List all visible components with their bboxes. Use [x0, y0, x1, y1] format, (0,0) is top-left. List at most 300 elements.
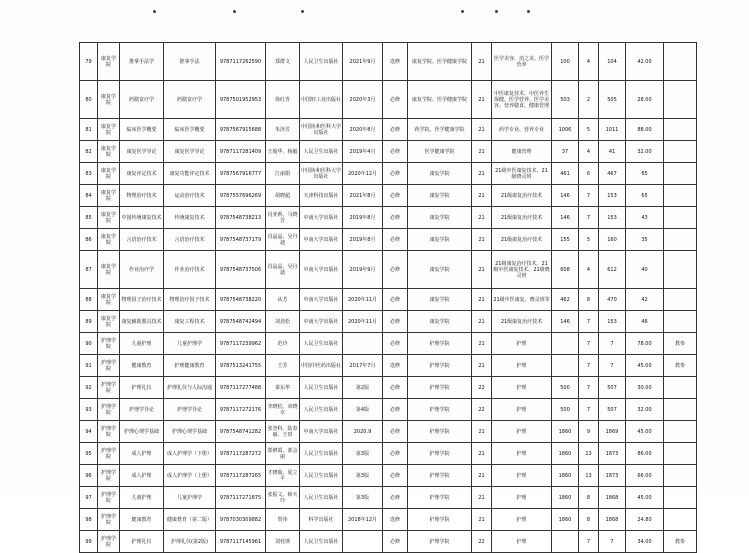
cell-n1: 37 — [552, 141, 579, 163]
table-row — [80, 443, 697, 465]
cell-note — [664, 509, 697, 531]
cell-publisher: 中国中医药出版社 — [300, 355, 343, 377]
cell-unit: 康复学院 — [408, 207, 472, 229]
cell-book: 儿童护理学 — [164, 333, 216, 355]
cell-n2: 7 — [579, 355, 599, 377]
cell-college: 康复学院 — [98, 81, 120, 119]
cell-n2: 4 — [579, 43, 599, 81]
cell-major: 21级康复治疗技术 — [492, 229, 552, 251]
cell-n2: 2 — [579, 81, 599, 119]
cell-publisher: 天津科技出版社 — [300, 185, 343, 207]
cell-stu: 21 — [472, 289, 492, 311]
cell-date: 第3版 — [343, 443, 383, 465]
cell-course: 康复评定技术 — [120, 163, 164, 185]
cell-author: 郑修霞、郭会丽 — [266, 443, 300, 465]
cell-no: 79 — [80, 43, 98, 81]
cell-unit: 药学院、医学健康学院 — [408, 119, 472, 141]
cell-author: 范玲 — [266, 333, 300, 355]
cell-n3: 7 — [599, 531, 626, 553]
cell-n1: 608 — [552, 251, 579, 289]
cell-stu: 21 — [472, 185, 492, 207]
cell-college: 康复学院 — [98, 141, 120, 163]
cell-isbn: 9787117281409 — [216, 141, 266, 163]
cell-price: 45.00 — [626, 355, 664, 377]
cell-stu: 22 — [472, 377, 492, 399]
cell-major: 21级康复治疗技术 — [492, 311, 552, 333]
cell-isbn: 9787117287265 — [216, 465, 266, 487]
cell-isbn: 9787557696269 — [216, 185, 266, 207]
cell-book: 推拿手法 — [164, 43, 216, 81]
cell-note — [664, 43, 697, 81]
cell-isbn: 9787548737506 — [216, 251, 266, 289]
table-row — [80, 43, 697, 81]
cell-n2: 7 — [579, 377, 599, 399]
cell-college: 护理学院 — [98, 487, 120, 509]
cell-unit: 护理学院 — [408, 377, 472, 399]
cell-date: 2019年9月 — [343, 251, 383, 289]
cell-author: 徐红青 — [266, 81, 300, 119]
cell-type: 必修 — [383, 119, 408, 141]
cell-price: 86.00 — [626, 443, 664, 465]
cell-note — [664, 229, 697, 251]
cell-date: 2019年4月 — [343, 141, 383, 163]
cell-date: 2020年3月 — [343, 81, 383, 119]
cell-stu: 21 — [472, 141, 492, 163]
textbook-order-table — [79, 42, 697, 553]
cell-n3: 160 — [599, 229, 626, 251]
cell-no: 99 — [80, 531, 98, 553]
table-row — [80, 487, 697, 509]
cell-no: 94 — [80, 421, 98, 443]
cell-college: 康复学院 — [98, 251, 120, 289]
cell-n1: 500 — [552, 399, 579, 421]
cell-isbn: 9787567915688 — [216, 119, 266, 141]
cell-publisher: 中南大学出版社 — [300, 421, 343, 443]
cell-major: 21级中医康复、晓灵班等 — [492, 289, 552, 311]
cell-note — [664, 399, 697, 421]
cell-major: 中医康复技术、中医养生保健、医学营养、医学美容、营养膳食、健康管理 — [492, 81, 552, 119]
cell-course: 健康教育 — [120, 509, 164, 531]
cell-date: 2020.9 — [343, 421, 383, 443]
cell-college: 护理学院 — [98, 399, 120, 421]
table-row — [80, 377, 697, 399]
table-body — [80, 43, 697, 553]
cell-book: 传统康复技术 — [164, 207, 216, 229]
cell-isbn: 9787117271875 — [216, 487, 266, 509]
cell-type: 选修 — [383, 509, 408, 531]
cell-book: 康复工程技术 — [164, 311, 216, 333]
cell-n2: 13 — [579, 465, 599, 487]
cell-date: 2020年11月 — [343, 289, 383, 311]
cell-book: 护理心理学基础 — [164, 421, 216, 443]
table-row — [80, 311, 697, 333]
cell-book: 临床医学概要 — [164, 119, 216, 141]
cell-publisher: 中南大学出版社 — [300, 207, 343, 229]
cell-n3: 7 — [599, 333, 626, 355]
cell-isbn: 9787501952953 — [216, 81, 266, 119]
cell-author: 郑群文 — [266, 43, 300, 81]
cell-author: 秦东华 — [266, 377, 300, 399]
cell-book: 药膳食疗学 — [164, 81, 216, 119]
cell-major: 护理 — [492, 465, 552, 487]
cell-n2: 4 — [579, 141, 599, 163]
cell-isbn: 9787117145961 — [216, 531, 266, 553]
cell-book: 健康教育（第二版） — [164, 509, 216, 531]
cell-date: 第4版 — [343, 399, 383, 421]
cell-unit: 康复学院 — [408, 311, 472, 333]
cell-n3: 470 — [599, 289, 626, 311]
cell-college: 护理学院 — [98, 443, 120, 465]
cell-college: 护理学院 — [98, 531, 120, 553]
cell-isbn: 9787117277488 — [216, 377, 266, 399]
cell-n2: 9 — [579, 421, 599, 443]
cell-author: 胡晓超 — [266, 185, 300, 207]
cell-author: 江丽娟 — [266, 163, 300, 185]
cell-price: 66.00 — [626, 465, 664, 487]
cell-major: 护理 — [492, 333, 552, 355]
cell-n3: 1873 — [599, 443, 626, 465]
cell-note — [664, 163, 697, 185]
cell-type: 必修 — [383, 443, 408, 465]
cell-college: 康复学院 — [98, 43, 120, 81]
cell-major: 药学专业、营养专业 — [492, 119, 552, 141]
cell-note — [664, 465, 697, 487]
cell-publisher: 中南大学出版社 — [300, 251, 343, 289]
cell-no: 81 — [80, 119, 98, 141]
cell-major: 护理 — [492, 355, 552, 377]
cell-stu: 21 — [472, 119, 492, 141]
cell-major: 护理 — [492, 421, 552, 443]
cell-unit: 康复学院、医学健康学院 — [408, 81, 472, 119]
cell-college: 康复学院 — [98, 207, 120, 229]
cell-n2: 5 — [579, 229, 599, 251]
cell-isbn: 9787117262590 — [216, 43, 266, 81]
cell-price: 34.00 — [626, 531, 664, 553]
cell-publisher: 中国协和医科大学出版社 — [300, 163, 343, 185]
cell-type: 必修 — [383, 141, 408, 163]
cell-price: 88.00 — [626, 119, 664, 141]
table-row — [80, 229, 697, 251]
cell-publisher: 人民卫生出版社 — [300, 465, 343, 487]
cell-n3: 153 — [599, 207, 626, 229]
cell-course: 药膳食疗学 — [120, 81, 164, 119]
table-row — [80, 207, 697, 229]
cell-isbn: 9787513241755 — [216, 355, 266, 377]
cell-stu: 21 — [472, 487, 492, 509]
cell-author: 刘劲松 — [266, 311, 300, 333]
cell-no: 88 — [80, 289, 98, 311]
cell-price: 65 — [626, 163, 664, 185]
cell-book: 护理健康教育 — [164, 355, 216, 377]
cell-publisher: 人民卫生出版社 — [300, 333, 343, 355]
cell-unit: 护理学院 — [408, 421, 472, 443]
cell-n3: 1873 — [599, 465, 626, 487]
cell-n1: 1860 — [552, 487, 579, 509]
cell-note: 教参 — [664, 531, 697, 553]
cell-book: 作业治疗技术 — [164, 251, 216, 289]
cell-price: 45.00 — [626, 487, 664, 509]
cell-type: 必修 — [383, 333, 408, 355]
table-row — [80, 333, 697, 355]
cell-price: 42.00 — [626, 43, 664, 81]
cell-price: 42 — [626, 289, 664, 311]
cell-publisher: 人民卫生出版社 — [300, 141, 343, 163]
cell-n1 — [552, 333, 579, 355]
cell-note — [664, 185, 697, 207]
cell-no: 97 — [80, 487, 98, 509]
cell-note — [664, 141, 697, 163]
cell-author: 王俊华、杨毅 — [266, 141, 300, 163]
table-row — [80, 163, 697, 185]
cell-note — [664, 81, 697, 119]
scan-dot — [461, 10, 464, 13]
cell-author: 贺伟 — [266, 509, 300, 531]
cell-date: 2019年8月 — [343, 207, 383, 229]
cell-price: 78.00 — [626, 333, 664, 355]
cell-note — [664, 421, 697, 443]
cell-publisher: 中南大学出版社 — [300, 311, 343, 333]
cell-note — [664, 311, 697, 333]
cell-author: 肖晶晶、吴丹迪 — [266, 251, 300, 289]
cell-unit: 康复学院 — [408, 289, 472, 311]
cell-no: 80 — [80, 81, 98, 119]
cell-course: 中国传统康复技术 — [120, 207, 164, 229]
cell-unit: 护理学院 — [408, 355, 472, 377]
cell-major: 护理 — [492, 509, 552, 531]
cell-n1: 146 — [552, 207, 579, 229]
cell-college: 护理学院 — [98, 465, 120, 487]
cell-note — [664, 377, 697, 399]
cell-stu: 21 — [472, 207, 492, 229]
cell-type: 必修 — [383, 289, 408, 311]
cell-type: 必修 — [383, 399, 408, 421]
cell-n1: 146 — [552, 185, 579, 207]
cell-price: 45.00 — [626, 421, 664, 443]
cell-college: 康复学院 — [98, 289, 120, 311]
cell-n2: 8 — [579, 487, 599, 509]
table-row — [80, 399, 697, 421]
cell-unit: 医学健康学院 — [408, 141, 472, 163]
cell-college: 康复学院 — [98, 185, 120, 207]
cell-n2: 5 — [579, 119, 599, 141]
cell-type: 必修 — [383, 465, 408, 487]
cell-date — [343, 531, 383, 553]
cell-price: 46 — [626, 311, 664, 333]
cell-college: 康复学院 — [98, 119, 120, 141]
cell-unit: 护理学院 — [408, 465, 472, 487]
cell-stu: 21 — [472, 509, 492, 531]
cell-isbn: 9787548737179 — [216, 229, 266, 251]
cell-major: 21级中医康复技术、21级晓灵班 — [492, 163, 552, 185]
cell-date: 2017年7月 — [343, 355, 383, 377]
cell-n3: 505 — [599, 81, 626, 119]
scan-dot — [527, 10, 530, 13]
cell-n3: 467 — [599, 163, 626, 185]
table-row — [80, 289, 697, 311]
cell-date: 第2版 — [343, 377, 383, 399]
cell-course: 康复医学导论 — [120, 141, 164, 163]
cell-price: 65 — [626, 185, 664, 207]
table-row — [80, 119, 697, 141]
cell-course: 成人护理 — [120, 465, 164, 487]
cell-major: 医学美容、消之美、医学营养 — [492, 43, 552, 81]
cell-n1: 1006 — [552, 119, 579, 141]
cell-n3: 612 — [599, 251, 626, 289]
cell-note — [664, 289, 697, 311]
cell-course: 护理学导论 — [120, 399, 164, 421]
cell-unit: 护理学院 — [408, 509, 472, 531]
cell-n3: 153 — [599, 185, 626, 207]
cell-publisher: 中国轻工业出版社 — [300, 81, 343, 119]
cell-note — [664, 443, 697, 465]
cell-publisher: 中南大学出版社 — [300, 289, 343, 311]
scan-dot — [153, 10, 156, 13]
cell-isbn: 9787548742494 — [216, 311, 266, 333]
cell-book: 康复医学导论 — [164, 141, 216, 163]
cell-unit: 康复学院 — [408, 163, 472, 185]
cell-publisher: 科学出版社 — [300, 509, 343, 531]
cell-type: 必修 — [383, 487, 408, 509]
cell-college: 护理学院 — [98, 509, 120, 531]
cell-course: 言语治疗技术 — [120, 229, 164, 251]
cell-isbn: 9787548741282 — [216, 421, 266, 443]
scan-dot — [495, 10, 498, 13]
table-row — [80, 251, 697, 289]
cell-type: 选修 — [383, 43, 408, 81]
cell-n1: 462 — [552, 289, 579, 311]
cell-n1: 1860 — [552, 421, 579, 443]
cell-course: 物理因子治疗技术 — [120, 289, 164, 311]
cell-author: 王芳 — [266, 355, 300, 377]
cell-n2: 7 — [579, 399, 599, 421]
cell-n1: 461 — [552, 163, 579, 185]
cell-n3: 41 — [599, 141, 626, 163]
cell-author: 肖晶晶、吴丹迪 — [266, 229, 300, 251]
cell-date: 第3版 — [343, 465, 383, 487]
cell-isbn: 9787117287272 — [216, 443, 266, 465]
cell-n1: 503 — [552, 81, 579, 119]
cell-stu: 22 — [472, 399, 492, 421]
cell-book: 护理礼仪与人际沟通 — [164, 377, 216, 399]
cell-isbn: 9787117239962 — [216, 333, 266, 355]
cell-no: 92 — [80, 377, 98, 399]
cell-course: 临床医学概要 — [120, 119, 164, 141]
cell-unit: 康复学院、医学健康学院 — [408, 43, 472, 81]
cell-type: 必修 — [383, 531, 408, 553]
cell-no: 87 — [80, 251, 98, 289]
cell-n3: 153 — [599, 311, 626, 333]
cell-course: 成人护理 — [120, 443, 164, 465]
cell-college: 护理学院 — [98, 355, 120, 377]
cell-price: 28.00 — [626, 81, 664, 119]
cell-n3: 7 — [599, 355, 626, 377]
cell-major: 护理 — [492, 487, 552, 509]
cell-major: 护理 — [492, 531, 552, 553]
cell-n3: 507 — [599, 399, 626, 421]
cell-n1: 100 — [552, 43, 579, 81]
cell-major: 健康管理 — [492, 141, 552, 163]
cell-stu: 21 — [472, 355, 492, 377]
cell-author: 李晓松、章晓幸 — [266, 399, 300, 421]
cell-course: 物理治疗技术 — [120, 185, 164, 207]
cell-stu: 22 — [472, 531, 492, 553]
cell-unit: 护理学院 — [408, 531, 472, 553]
cell-college: 护理学院 — [98, 421, 120, 443]
cell-date: 2021年8月 — [343, 185, 383, 207]
cell-type: 必修 — [383, 229, 408, 251]
cell-n1 — [552, 355, 579, 377]
cell-n3: 1011 — [599, 119, 626, 141]
table-row — [80, 185, 697, 207]
cell-college: 康复学院 — [98, 311, 120, 333]
cell-book: 儿童护理学 — [164, 487, 216, 509]
cell-type: 必修 — [383, 163, 408, 185]
cell-n2: 8 — [579, 289, 599, 311]
scan-dot — [301, 10, 304, 13]
cell-publisher: 人民卫生出版社 — [300, 443, 343, 465]
cell-n2: 7 — [579, 185, 599, 207]
cell-date: 第3版 — [343, 487, 383, 509]
cell-isbn: 9787117272176 — [216, 399, 266, 421]
cell-college: 护理学院 — [98, 333, 120, 355]
cell-type: 必修 — [383, 377, 408, 399]
cell-n1: 500 — [552, 377, 579, 399]
cell-college: 康复学院 — [98, 229, 120, 251]
cell-college: 护理学院 — [98, 377, 120, 399]
cell-price: 32.00 — [626, 399, 664, 421]
cell-book: 康复功能评定技术 — [164, 163, 216, 185]
cell-n1: 155 — [552, 229, 579, 251]
cell-n3: 104 — [599, 43, 626, 81]
cell-unit: 康复学院 — [408, 185, 472, 207]
cell-course: 康复辅助器具技术 — [120, 311, 164, 333]
cell-note — [664, 251, 697, 289]
cell-stu: 21 — [472, 421, 492, 443]
cell-no: 90 — [80, 333, 98, 355]
cell-course: 护理礼仪 — [120, 377, 164, 399]
table-row — [80, 141, 697, 163]
cell-n1: 1860 — [552, 509, 579, 531]
cell-isbn: 9787567916777 — [216, 163, 266, 185]
cell-no: 98 — [80, 509, 98, 531]
cell-n2: 7 — [579, 207, 599, 229]
cell-major: 21级康复治疗技术、21级中医康复技术、21级晓灵班 — [492, 251, 552, 289]
cell-note — [664, 119, 697, 141]
cell-unit: 护理学院 — [408, 487, 472, 509]
cell-publisher: 人民卫生出版社 — [300, 377, 343, 399]
cell-date: 2020年12月 — [343, 163, 383, 185]
cell-n3: 1869 — [599, 421, 626, 443]
cell-date — [343, 333, 383, 355]
cell-stu: 21 — [472, 465, 492, 487]
cell-course: 作业治疗学 — [120, 251, 164, 289]
cell-course: 护理礼仪 — [120, 531, 164, 553]
table-row — [80, 531, 697, 553]
cell-unit: 护理学院 — [408, 333, 472, 355]
cell-type: 必修 — [383, 421, 408, 443]
cell-publisher: 人民卫生出版社 — [300, 43, 343, 81]
scan-dot — [233, 10, 236, 13]
cell-price: 35 — [626, 229, 664, 251]
cell-price: 32.00 — [626, 141, 664, 163]
cell-note: 教参 — [664, 355, 697, 377]
cell-course: 健康教育 — [120, 355, 164, 377]
cell-major: 护理 — [492, 399, 552, 421]
cell-no: 96 — [80, 465, 98, 487]
cell-type: 必修 — [383, 311, 408, 333]
cell-book: 护理学导论 — [164, 399, 216, 421]
cell-book: 成人护理学（下册） — [164, 443, 216, 465]
